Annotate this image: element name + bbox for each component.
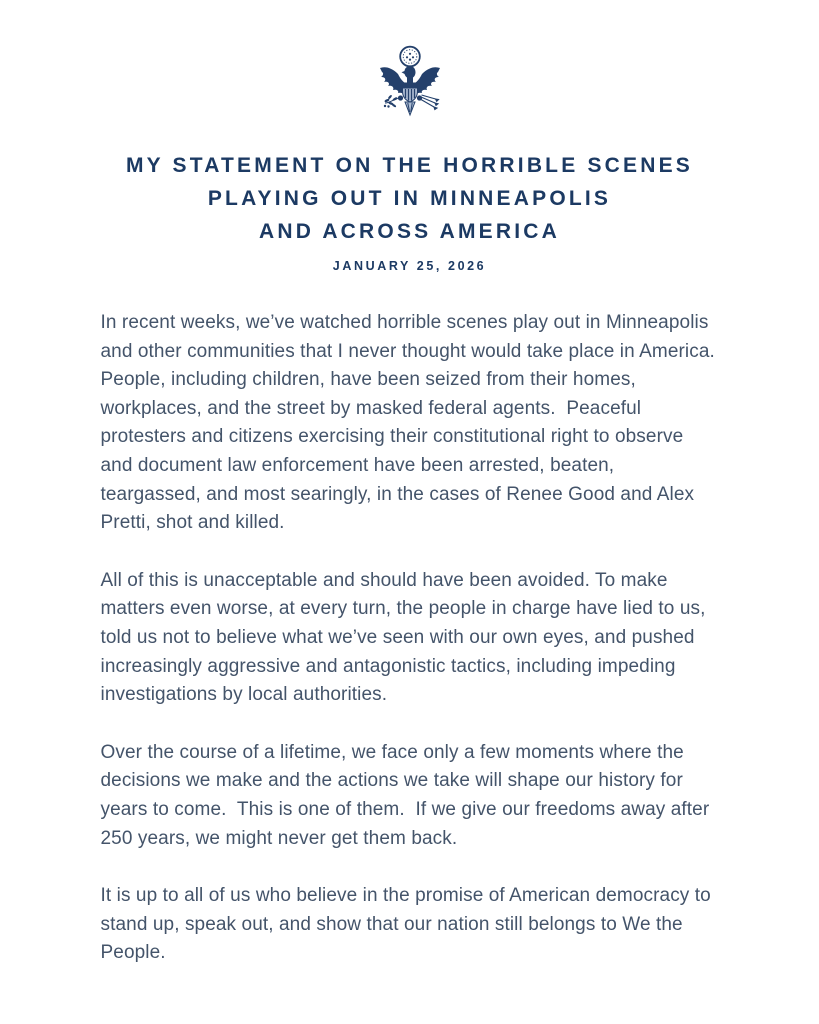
title-line-3: AND ACROSS AMERICA xyxy=(258,220,561,243)
paragraph-4: It is up to all of us who believe in the promise of American democracy to stand up, speak out, and show that our nation still belongs to We the People. xyxy=(100,885,717,964)
title-line-1: MY STATEMENT ON THE HORRIBLE SCENES xyxy=(125,154,694,177)
paragraph-2: All of this is unacceptable and should have been avoided. To make matters even worse, at every turn, the people in charge have lied to us, told us not to believe what we’ve seen with our own eyes, and pushed increasingly aggressive and antagonistic tactics, including impeding investigations by local authorities. xyxy=(100,569,711,706)
us-eagle-seal-icon xyxy=(378,45,442,128)
paragraph-1: In recent weeks, we’ve watched horrible scenes play out in Minneapolis and other communities that I never thought would take place in America. People, including children, have been seized from their homes, workplaces, and the street by masked federal agents. Peaceful protesters and citizens exercising their constitutional right to observe and document law enforcement have been arrested, beaten, teargassed, and most searingly, in the cases of Renee Good and Alex Pretti, shot and killed. xyxy=(100,312,726,534)
statement-date: JANUARY 25, 2026 xyxy=(332,259,487,273)
seal-container xyxy=(0,45,819,128)
title-line-2: PLAYING OUT IN MINNEAPOLIS xyxy=(207,187,612,210)
statement-body xyxy=(100,309,726,968)
paragraph-3: Over the course of a lifetime, we face only a few moments where the decisions we make and the actions we take will shape our history for years to come. This is one of them. If we give our freedoms away after 250 years, we might never get them back. xyxy=(100,741,715,849)
page-title xyxy=(0,149,819,248)
